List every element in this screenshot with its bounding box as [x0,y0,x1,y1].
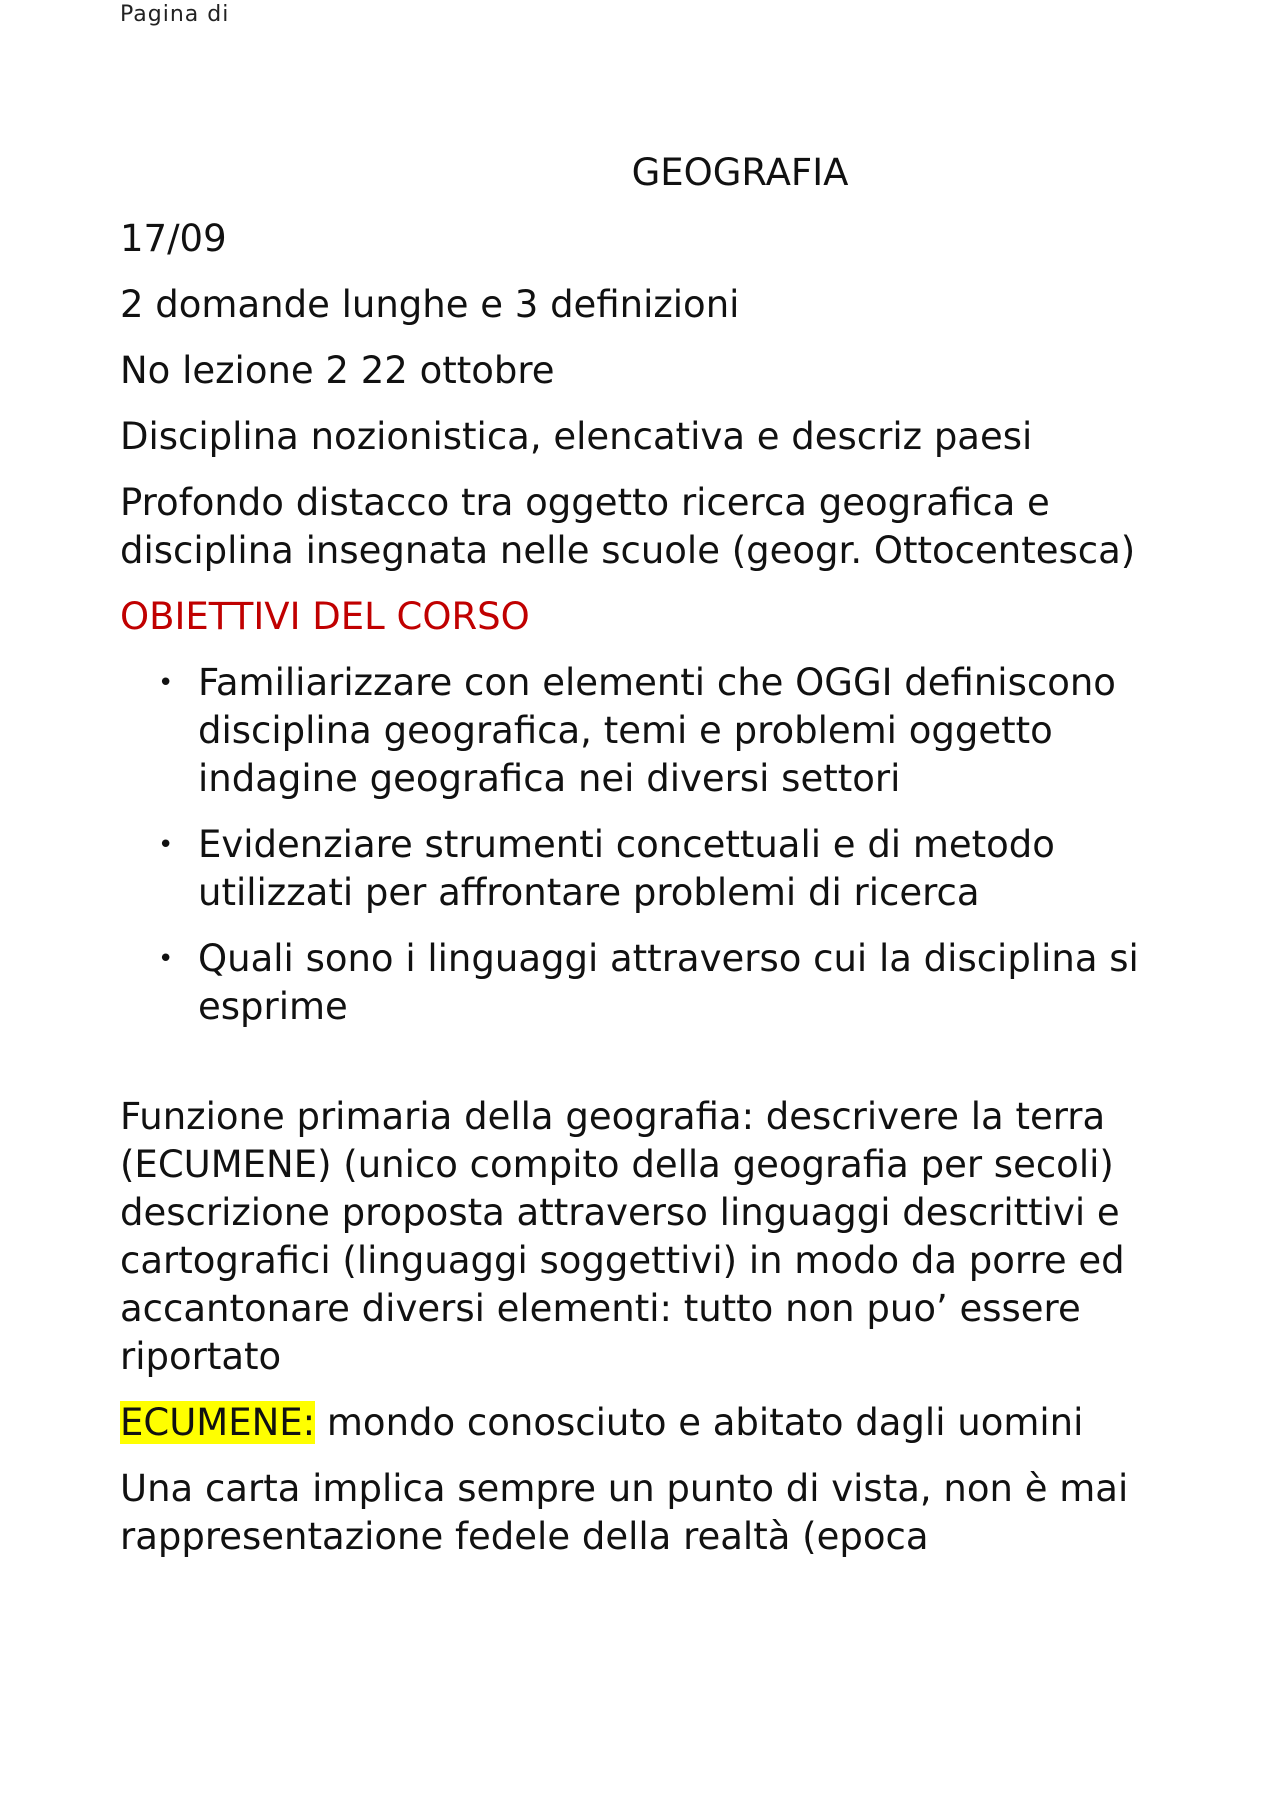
list-item-text: Evidenziare strumenti concettuali e di metodo utilizzati per affrontare problemi di ricerca [198,823,1055,914]
list-item-text: Quali sono i linguaggi attraverso cui la disciplina si esprime [198,937,1139,1028]
text-line: No lezione 2 22 ottobre [120,349,555,392]
list-item [120,935,1180,1031]
page-title: GEOGRAFIA [631,151,849,194]
text-line: Disciplina nozionistica, elencativa e descriz paesi [120,415,1033,458]
map-paragraph: Una carta implica sempre un punto di vista, non è mai rappresentazione fedele della realtà (epoca [120,1467,1129,1558]
bullet-icon: • [158,668,174,698]
objectives-heading: OBIETTIVI DEL CORSO [120,595,530,638]
page-number-header: Pagina di [120,2,230,27]
date-line: 17/09 [120,217,227,260]
ecumene-definition-line [120,1399,1180,1447]
list-item [120,821,1180,917]
text-line: 2 domande lunghe e 3 definizioni [120,283,740,326]
list-item [120,659,1180,803]
text-line: Profondo distacco tra oggetto ricerca geografica e disciplina insegnata nelle scuole (geogr. Ottocentesca) [120,481,1136,572]
document-body [120,215,1180,1579]
list-item-text: Familiarizzare con elementi che OGGI definiscono disciplina geografica, temi e problemi oggetto indagine geografica nei diversi settori [198,661,1116,800]
function-paragraph: Funzione primaria della geografia: descrivere la terra (ECUMENE) (unico compito della geografia per secoli) descrizione proposta attraverso linguaggi descrittivi e cartografici (linguaggi soggettivi) in modo da porre ed accantonare diversi elementi: tutto non puo’ essere riportato [120,1095,1125,1378]
ecumene-term: ECUMENE: [120,1401,316,1444]
spacer [120,1049,1180,1093]
ecumene-definition: mondo conosciuto e abitato dagli uomini [315,1401,1084,1444]
bullet-icon: • [158,944,174,974]
objectives-list [120,659,1180,1031]
bullet-icon: • [158,830,174,860]
